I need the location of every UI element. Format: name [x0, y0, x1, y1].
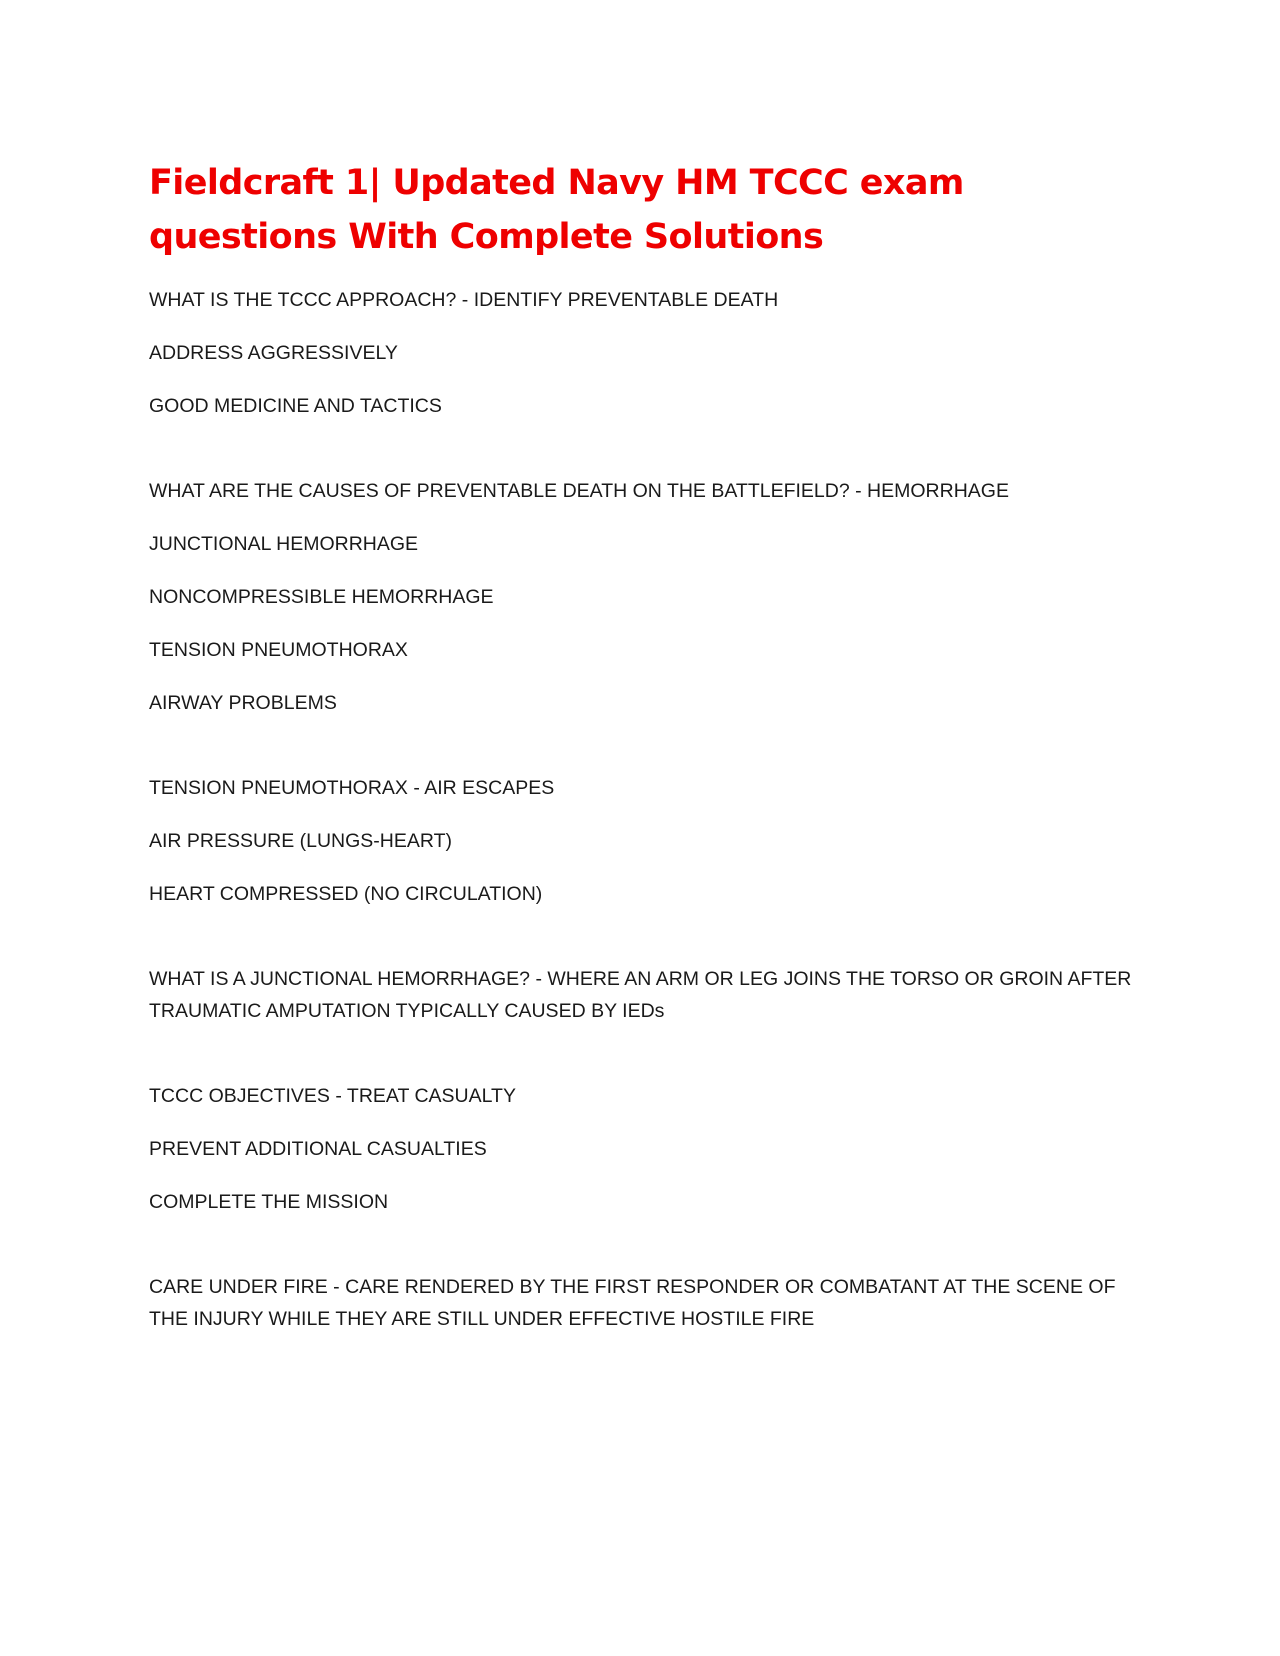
qa-line: TENSION PNEUMOTHORAX - AIR ESCAPES	[149, 777, 555, 799]
qa-line: PREVENT ADDITIONAL CASUALTIES	[149, 1138, 487, 1160]
qa-entry	[149, 772, 1139, 910]
qa-line: WHAT IS THE TCCC APPROACH? - IDENTIFY PREVENTABLE DEATH	[149, 289, 779, 311]
document-content	[149, 156, 1139, 1388]
qa-line: WHAT ARE THE CAUSES OF PREVENTABLE DEATH ON THE BATTLEFIELD? - HEMORRHAGE	[149, 480, 1009, 502]
qa-line: TCCC OBJECTIVES - TREAT CASUALTY	[149, 1085, 516, 1107]
qa-entry	[149, 284, 1139, 422]
qa-line: AIR PRESSURE (LUNGS-HEART)	[149, 830, 453, 852]
qa-line: CARE UNDER FIRE - CARE RENDERED BY THE FIRST RESPONDER OR COMBATANT AT THE SCENE OF THE INJURY WHILE THEY ARE STILL UNDER EFFECTIVE HOSTILE FIRE	[149, 1276, 1121, 1330]
qa-entry	[149, 1080, 1139, 1218]
qa-line: JUNCTIONAL HEMORRHAGE	[149, 533, 419, 555]
qa-line: COMPLETE THE MISSION	[149, 1191, 389, 1213]
qa-line: ADDRESS AGGRESSIVELY	[149, 342, 398, 364]
qa-line: AIRWAY PROBLEMS	[149, 692, 337, 714]
qa-line: HEART COMPRESSED (NO CIRCULATION)	[149, 883, 543, 905]
qa-entry	[149, 475, 1139, 719]
qa-line: WHAT IS A JUNCTIONAL HEMORRHAGE? - WHERE AN ARM OR LEG JOINS THE TORSO OR GROIN AFTER TRAUMATIC AMPUTATION TYPICALLY CAUSED BY IEDs	[149, 968, 1137, 1022]
document-title: Fieldcraft 1| Updated Navy HM TCCC exam questions With Complete Solutions	[149, 163, 964, 257]
qa-line: NONCOMPRESSIBLE HEMORRHAGE	[149, 586, 494, 608]
qa-entry	[149, 1271, 1139, 1335]
qa-entry	[149, 963, 1139, 1027]
qa-line: GOOD MEDICINE AND TACTICS	[149, 395, 442, 417]
qa-list	[149, 284, 1139, 1335]
qa-line: TENSION PNEUMOTHORAX	[149, 639, 408, 661]
